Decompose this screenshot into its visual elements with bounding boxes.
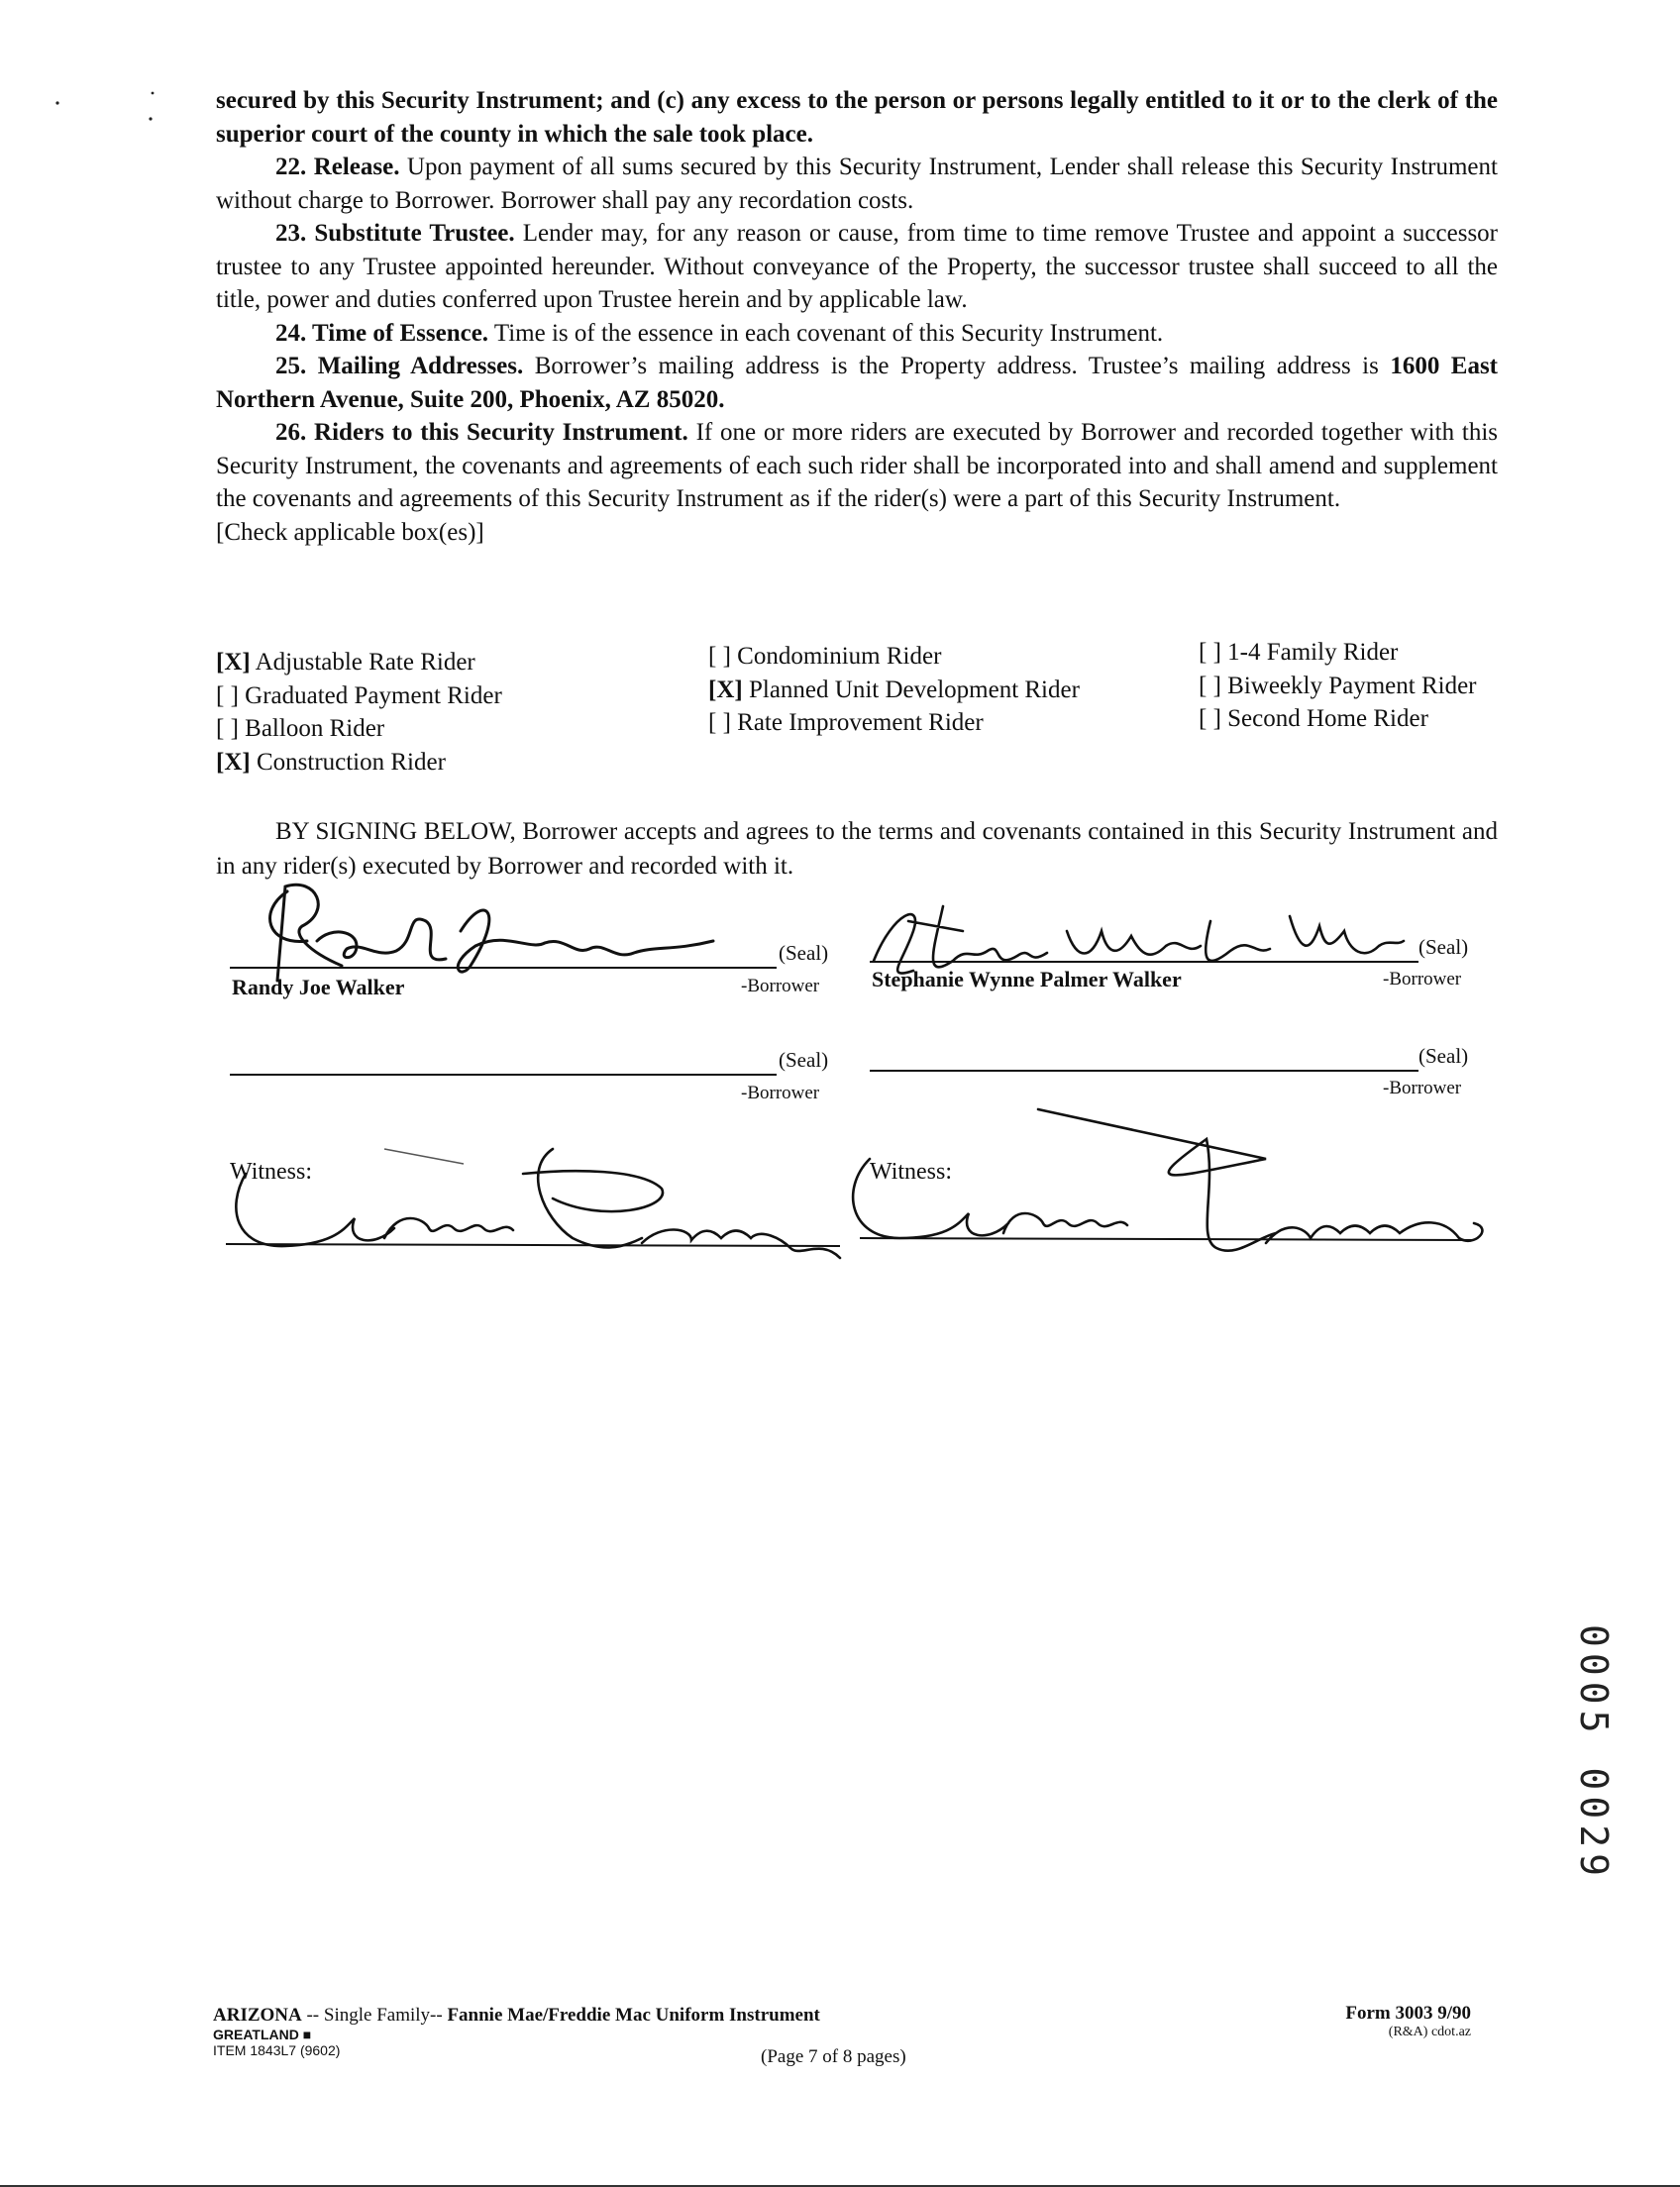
footer-right bbox=[1342, 2003, 1471, 2040]
section-24-text: Time is of the essence in each covenant of this Security Instrument. bbox=[488, 319, 1164, 347]
section-22-text: Upon payment of all sums secured by this Security Instrument, Lender shall release this Security Instrument without charge to Borrower. Borrower shall pay any recordation costs. bbox=[216, 154, 1498, 214]
footer-descriptor: -- Single Family-- bbox=[301, 2005, 448, 2026]
seal-label: (Seal) bbox=[779, 941, 829, 965]
rider-column-2 bbox=[708, 640, 1080, 740]
rider-checkbox: [ ] bbox=[216, 681, 239, 709]
rider-biweekly-payment bbox=[1199, 670, 1477, 703]
borrower-2-handwritten-signature bbox=[854, 891, 1409, 1000]
check-instruction: [Check applicable box(es)] bbox=[216, 518, 484, 546]
rider-second-home bbox=[1199, 702, 1477, 736]
section-23-heading: 23. Substitute Trustee. bbox=[275, 220, 515, 247]
borrower-1-handwritten-signature bbox=[248, 872, 723, 1010]
section-25-mailing-addresses bbox=[216, 350, 1498, 416]
section-22-release bbox=[216, 151, 1498, 217]
rider-label: Balloon Rider bbox=[245, 715, 385, 742]
rider-rate-improvement bbox=[708, 706, 1080, 740]
rider-checkbox: [ ] bbox=[216, 715, 239, 742]
footer-item-number: ITEM 1843L7 (9602) bbox=[213, 2042, 341, 2058]
borrower-1-name: Randy Joe Walker bbox=[232, 975, 405, 999]
section-24-time-of-essence bbox=[216, 317, 1498, 351]
section-22-heading: 22. Release. bbox=[275, 154, 400, 180]
rider-column-1 bbox=[216, 646, 502, 779]
rider-label: Construction Rider bbox=[256, 748, 446, 776]
section-24-heading: 24. Time of Essence. bbox=[275, 319, 489, 347]
recording-number-stamp bbox=[1570, 1605, 1618, 1902]
borrower-3-signature-line bbox=[230, 1074, 777, 1076]
borrower-2-name: Stephanie Wynne Palmer Walker bbox=[872, 967, 1182, 991]
section-26-riders bbox=[216, 416, 1498, 516]
rider-label: Planned Unit Development Rider bbox=[748, 676, 1080, 703]
rider-checkbox: [ ] bbox=[1199, 705, 1221, 732]
rider-checkbox: [ ] bbox=[708, 709, 731, 736]
rider-construction bbox=[216, 746, 502, 780]
rider-label: 1-4 Family Rider bbox=[1227, 639, 1399, 666]
rider-checkbox: [X] bbox=[708, 676, 743, 703]
signing-intro-text: BY SIGNING BELOW, Borrower accepts and agrees to the terms and covenants contained in this Security Instrument and in any rider(s) executed by Borrower and recorded with it. bbox=[216, 818, 1498, 880]
witness-1-handwritten-signature bbox=[226, 1129, 860, 1278]
recording-number: 0005 0029 bbox=[1572, 1624, 1616, 1882]
witness-label: Witness: bbox=[230, 1159, 313, 1185]
section-26-heading: 26. Riders to this Security Instrument. bbox=[275, 419, 688, 446]
footer-form-title bbox=[213, 2005, 820, 2027]
footer-vendor: GREATLAND ■ bbox=[213, 2027, 312, 2042]
borrower-4-signature-line bbox=[870, 1070, 1418, 1072]
rider-label: Rate Improvement Rider bbox=[737, 709, 984, 736]
footer-form-number: Form 3003 9/90 bbox=[1345, 2003, 1471, 2024]
trustee-address: 1600 East Northern Avenue, Suite 200, Phoenix, AZ 85020. bbox=[216, 353, 1498, 413]
rider-label: Second Home Rider bbox=[1227, 705, 1428, 732]
section-25-text: Borrower’s mailing address is the Property address. Trustee’s mailing address is bbox=[523, 353, 1391, 379]
section-25-heading: 25. Mailing Addresses. bbox=[275, 353, 524, 379]
intro-paragraph: secured by this Security Instrument; and (c) any excess to the person or persons legally entitled to it or to the clerk of the superior court of the county in which the sale took place. bbox=[216, 87, 1498, 148]
rider-label: Condominium Rider bbox=[737, 643, 942, 670]
footer-state: ARIZONA bbox=[213, 2005, 302, 2026]
rider-label: Adjustable Rate Rider bbox=[255, 649, 475, 676]
scan-specks bbox=[55, 89, 164, 129]
rider-condominium bbox=[708, 640, 1080, 674]
rider-1-4-family bbox=[1199, 636, 1477, 670]
seal-label: (Seal) bbox=[1418, 935, 1469, 959]
rider-checkbox: [ ] bbox=[1199, 672, 1221, 699]
rider-label: Graduated Payment Rider bbox=[245, 681, 502, 709]
borrower-label: -Borrower bbox=[1383, 969, 1462, 989]
rider-balloon bbox=[216, 712, 502, 746]
rider-graduated-payment bbox=[216, 679, 502, 713]
rider-planned-unit-development bbox=[708, 674, 1080, 707]
rider-checkbox: [ ] bbox=[1199, 639, 1221, 666]
borrower-label: -Borrower bbox=[1383, 1078, 1462, 1098]
rider-adjustable-rate bbox=[216, 646, 502, 679]
seal-label: (Seal) bbox=[779, 1048, 829, 1072]
footer-page-number: (Page 7 of 8 pages) bbox=[761, 2046, 906, 2067]
seal-label: (Seal) bbox=[1418, 1044, 1469, 1068]
footer-form-sub: (R&A) cdot.az bbox=[1388, 2025, 1471, 2039]
borrower-label: -Borrower bbox=[741, 1083, 820, 1103]
rider-label: Biweekly Payment Rider bbox=[1227, 672, 1477, 699]
rider-checkbox: [X] bbox=[216, 748, 251, 776]
rider-column-3 bbox=[1199, 636, 1477, 736]
section-26-text: If one or more riders are executed by Borrower and recorded together with this Security Instrument, the covenants and agreements of each such rider shall be incorporated into and shall amend and supplement the covenants and agreements of this Security Instrument as if the rider(s) were a part of this Security Instrument. bbox=[216, 419, 1498, 512]
footer-left bbox=[213, 2005, 820, 2058]
borrower-label: -Borrower bbox=[741, 976, 820, 996]
footer-instrument: Fannie Mae/Freddie Mac Uniform Instrument bbox=[447, 2005, 820, 2026]
body-text bbox=[216, 84, 1498, 549]
rider-checkbox: [ ] bbox=[708, 643, 731, 670]
rider-checkbox: [X] bbox=[216, 649, 251, 676]
section-23-text: Lender may, for any reason or cause, from time to time remove Trustee and appoint a successor trustee to any Trustee appointed hereunder. Without conveyance of the Property, the successor trustee shall succeed to all the title, power and duties conferred upon Trustee herein and by applicable law. bbox=[216, 220, 1498, 313]
witness-2-handwritten-signature bbox=[840, 1099, 1504, 1278]
witness-label: Witness: bbox=[870, 1159, 953, 1185]
section-23-substitute-trustee bbox=[216, 217, 1498, 317]
